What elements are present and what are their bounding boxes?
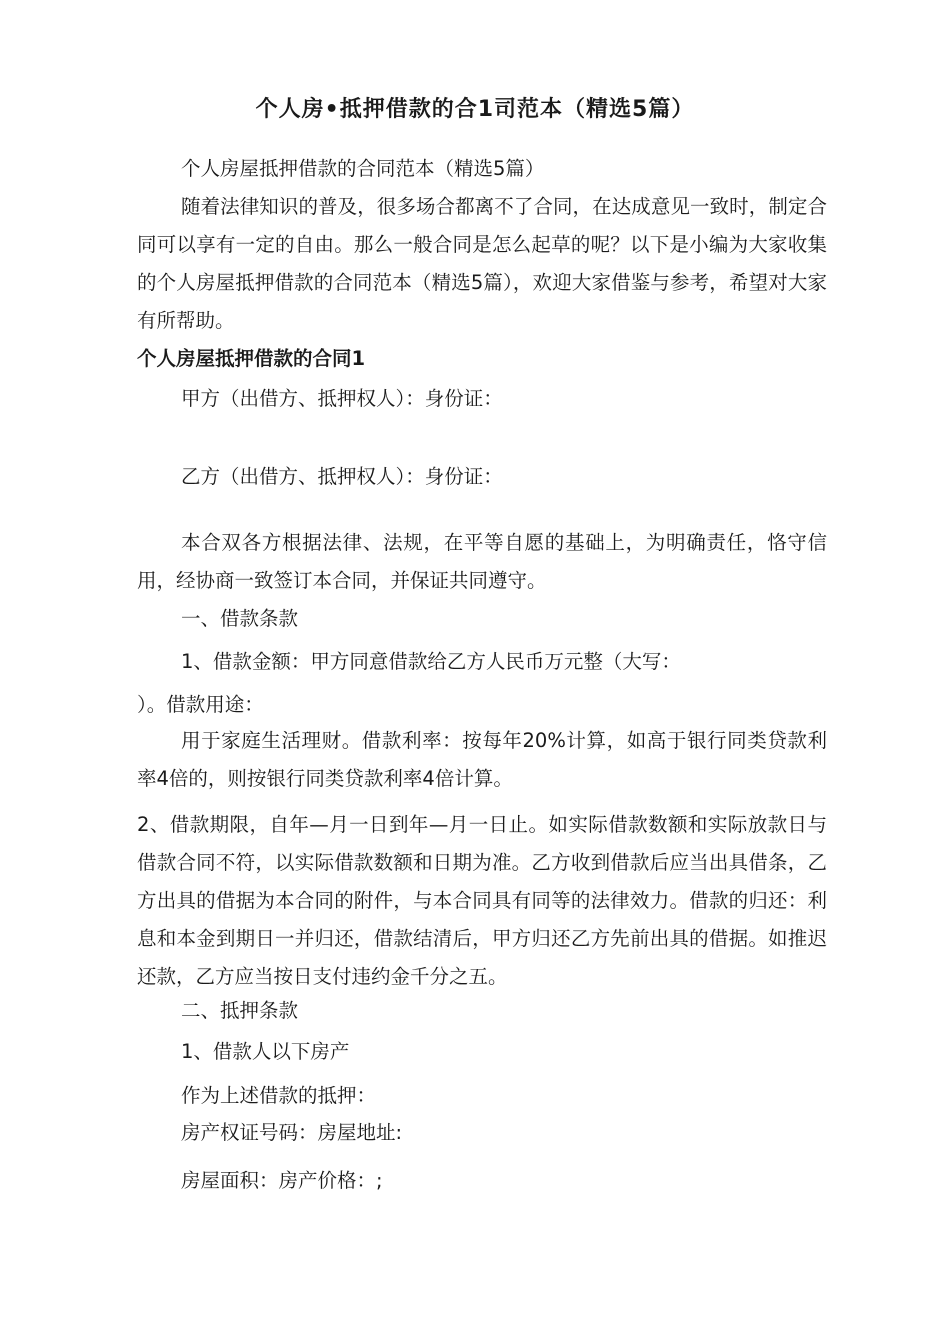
clause2-1-line: 1、借款人以下房产 [181, 1040, 350, 1063]
clause1-use-paragraph: 用于家庭生活理财。借款利率：按每年20%计算，如高于银行同类贷款利率4倍的，则按银行同类贷款利率4倍计算。 [137, 729, 827, 790]
property-area-line: 房屋面积：房产价格：; [181, 1169, 383, 1192]
document-subtitle: 个人房屋抵押借款的合同范本（精选5篇） [181, 157, 545, 180]
section-heading: 个人房屋抵押借款的合同1 [137, 347, 366, 370]
clause1-1-line: 1、借款金额：甲方同意借款给乙方人民币万元整（大写： [181, 650, 681, 673]
intro-paragraph: 随着法律知识的普及，很多场合都离不了合同，在达成意见一致时，制定合同可以享有一定的自由。那么一般合同是怎么起草的呢？以下是小编为大家收集的个人房屋抵押借款的合同范本（精选5篇），欢迎大家借鉴与参考，希望对大家有所帮助。 [137, 195, 827, 332]
clause1-2-paragraph: 2、借款期限，自年—月一日到年—月一日止。如实际借款数额和实际放款日与借款合同不符，以实际借款数额和日期为准。乙方收到借款后应当出具借条，乙方出具的借据为本合同的附件，与本合同具有同等的法律效力。借款的归还：利息和本金到期日一并归还，借款结清后，甲方归还乙方先前出具的借据。如推迟还款，乙方应当按日支付违约金千分之五。 [137, 813, 827, 988]
clause2-heading: 二、抵押条款 [181, 999, 299, 1022]
party-b-line: 乙方（出借方、抵押权人）：身份证： [181, 465, 503, 488]
property-cert-line: 房产权证号码：房屋地址: [181, 1121, 403, 1144]
party-a-line: 甲方（出借方、抵押权人）：身份证： [181, 387, 503, 410]
preamble-paragraph: 本合双各方根据法律、法规，在平等自愿的基础上，为明确责任，恪守信用，经协商一致签订本合同，并保证共同遵守。 [137, 531, 827, 592]
document-title: 个人房•抵押借款的合1司范本（精选5篇） [255, 97, 695, 122]
clause1-1-continuation: ）。借款用途： [137, 693, 264, 716]
clause2-1-continuation: 作为上述借款的抵押： [181, 1084, 377, 1107]
clause1-heading: 一、借款条款 [181, 607, 299, 630]
